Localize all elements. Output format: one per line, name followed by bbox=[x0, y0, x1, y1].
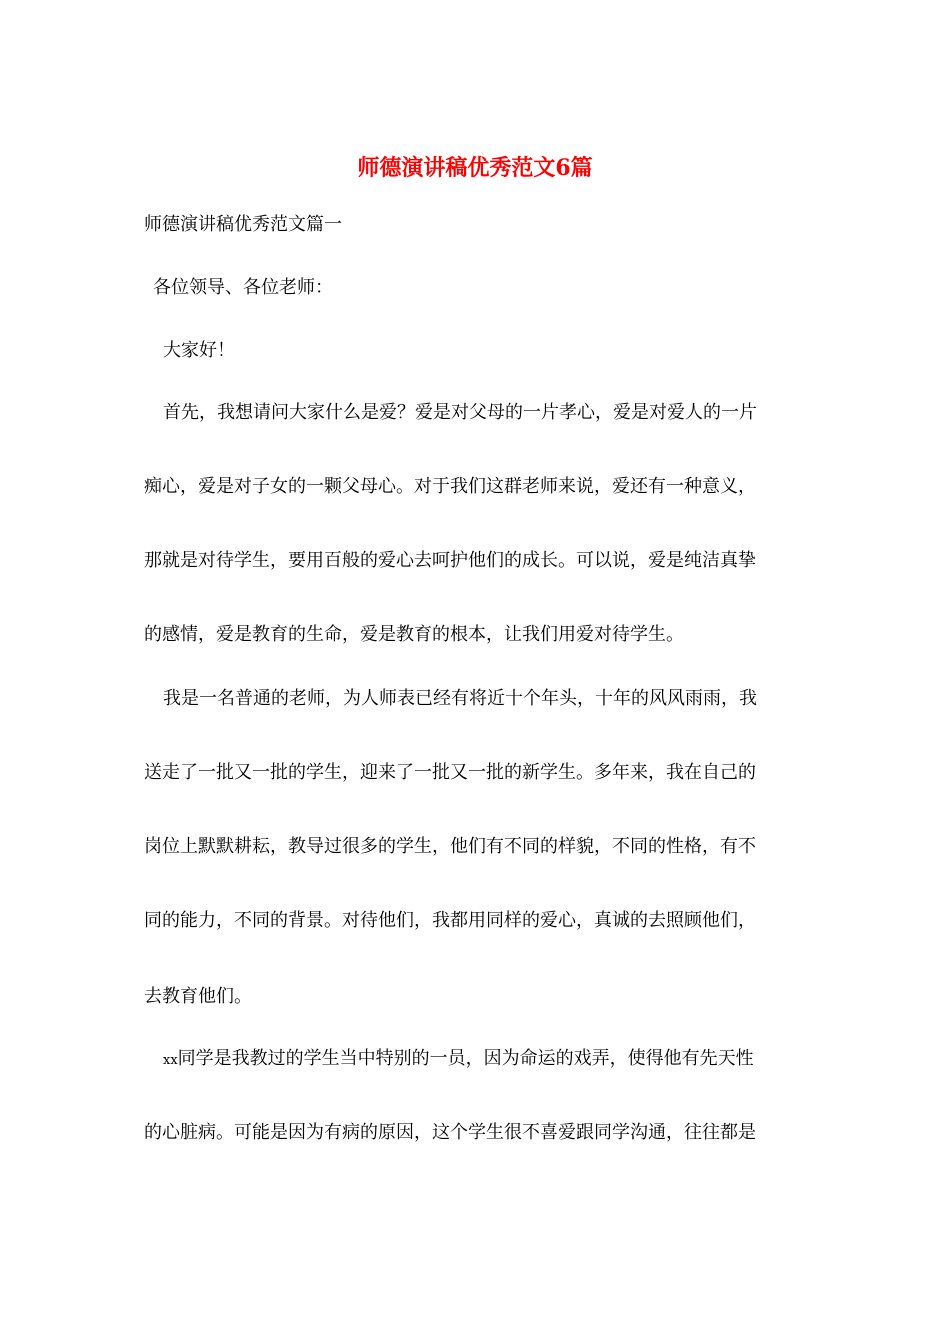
paragraph-2-line-4: 同的能力，不同的背景。对待他们，我都用同样的爱心，真诚的去照顾他们， bbox=[144, 910, 756, 931]
paragraph-3-line-1 bbox=[163, 1046, 754, 1074]
paragraph-2-line-3: 岗位上默默耕耘，教导过很多的学生，他们有不同的样貌，不同的性格，有不 bbox=[144, 836, 756, 857]
paragraph-2-line-5: 去教育他们。 bbox=[144, 986, 252, 1007]
paragraph-3-line-1-text: 同学是我教过的学生当中特别的一员，因为命运的戏弄，使得他有先天性 bbox=[177, 1048, 754, 1069]
paragraph-1-line-1: 首先，我想请问大家什么是爱？爱是对父母的一片孝心，爱是对爱人的一片 bbox=[163, 402, 757, 423]
section-heading: 师德演讲稿优秀范文篇一 bbox=[144, 214, 342, 235]
document-title: 师德演讲稿优秀范文6篇 bbox=[357, 155, 593, 181]
paragraph-2-line-2: 送走了一批又一批的学生，迎来了一批又一批的新学生。多年来，我在自己的 bbox=[144, 762, 756, 783]
greeting: 大家好！ bbox=[163, 340, 235, 361]
student-placeholder-name: xx bbox=[163, 1053, 178, 1068]
paragraph-2-line-1: 我是一名普通的老师，为人师表已经有将近十个年头，十年的风风雨雨，我 bbox=[163, 688, 757, 709]
paragraph-3-line-2: 的心脏病。可能是因为有病的原因，这个学生很不喜爱跟同学沟通，往往都是 bbox=[144, 1122, 756, 1143]
paragraph-1-line-4: 的感情，爱是教育的生命，爱是教育的根本，让我们用爱对待学生。 bbox=[144, 624, 684, 645]
paragraph-1-line-2: 痴心，爱是对子女的一颗父母心。对于我们这群老师来说，爱还有一种意义， bbox=[144, 476, 756, 497]
salutation: 各位领导、各位老师： bbox=[153, 277, 333, 298]
paragraph-1-line-3: 那就是对待学生，要用百般的爱心去呵护他们的成长。可以说，爱是纯洁真挚 bbox=[144, 550, 756, 571]
